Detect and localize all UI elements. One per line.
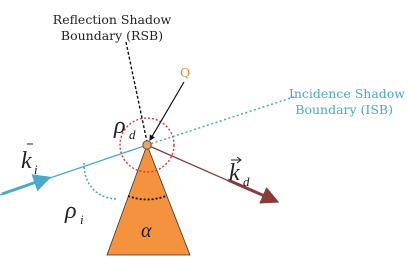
- alpha-symbol: α: [141, 220, 152, 242]
- diffraction-point: [143, 141, 151, 149]
- k-i-subscript: i: [34, 162, 38, 177]
- rho-d-symbol: ρ: [114, 113, 126, 139]
- k-i-symbol: k: [21, 148, 32, 174]
- isb-label-line1: Incidence Shadow: [288, 86, 405, 101]
- rho-i-arc: [84, 163, 118, 199]
- k-d-symbol: k: [229, 160, 240, 186]
- rsb-label-line1: Reflection Shadow: [52, 12, 172, 27]
- k-d-subscript: d: [243, 174, 250, 189]
- rsb-label-line2: Boundary (RSB): [60, 28, 164, 43]
- isb-line: [147, 96, 297, 145]
- rho-d-subscript: d: [129, 127, 136, 142]
- isb-label-line2: Boundary (ISB): [295, 102, 393, 117]
- rho-i-symbol: ρ: [65, 198, 77, 224]
- rho-i-subscript: i: [80, 212, 84, 227]
- q-label: Q: [180, 65, 191, 80]
- q-pointer-arrow: [150, 82, 184, 140]
- incident-ray-arrow: [2, 178, 48, 194]
